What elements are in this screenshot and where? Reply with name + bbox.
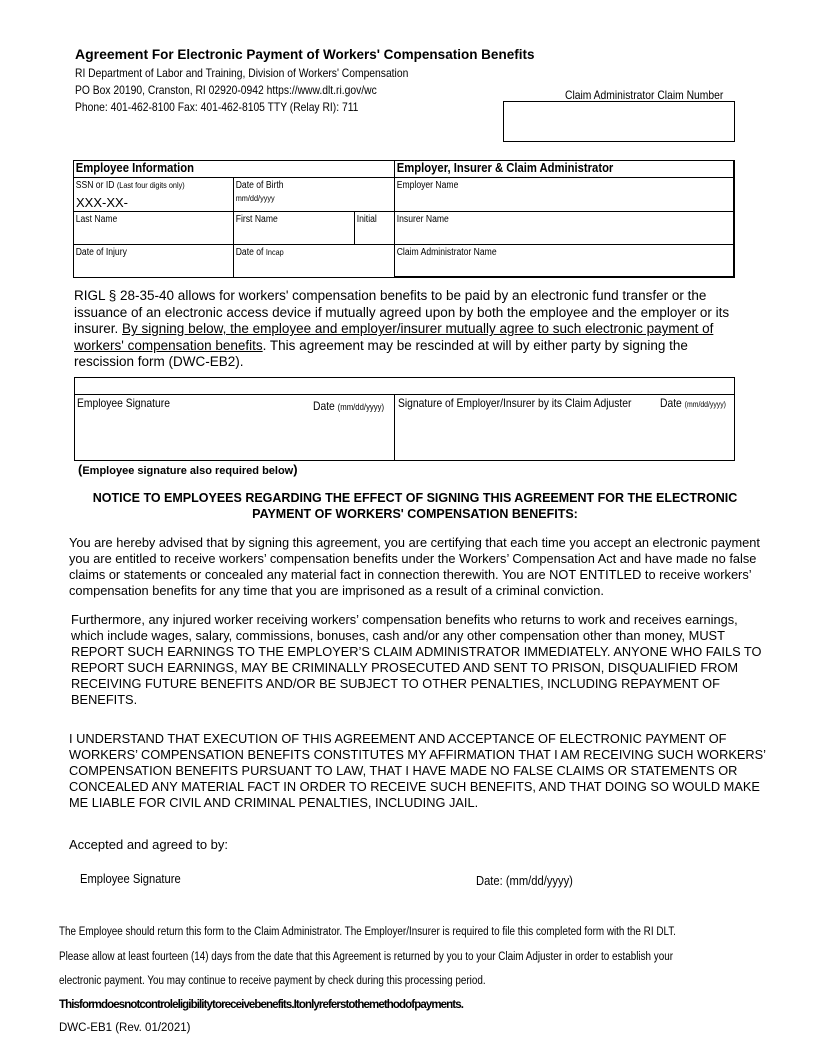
form-title-rest: For Electronic Payment of Workers' Compensation Benefits <box>151 47 535 62</box>
notice-paragraph-2: Furthermore, any injured worker receiving workers’ compensation benefits who returns to work and receives earnings, which include wages, salary, commissions, bonuses, cash and/or any other compensation other than money, MUST REPORT SUCH EARNINGS TO THE EMPLOYER’S CLAIM ADMINISTRATOR IMMEDIATELY. ANYONE WHO FAILS TO REPORT SUCH EARNINGS, MAY BE CRIMINALLY PROSECUTED AND SENT TO PRISON, DISQUALIFIED FROM RECEIVING FUTURE BENEFITS AND/OR BE SUBJECT TO OTHER PENALTIES, INCLUDING REPAYMENT OF BENEFITS. <box>71 612 762 707</box>
department-line: RI Department of Labor and Training, Division of Workers' Compensation <box>75 66 409 80</box>
ssn-label: SSN or ID (Last four digits only) <box>75 180 185 191</box>
notice-heading: NOTICE TO EMPLOYEES REGARDING THE EFFECT OF SIGNING THIS AGREEMENT FOR THE ELECTRONIC PAYMENT OF WORKERS' COMPENSATION BENEFITS: <box>92 491 738 521</box>
date-of-incap-label: Date of Incap <box>235 247 284 258</box>
employer-name-field[interactable] <box>394 177 735 212</box>
form-id: DWC-EB1 (Rev. 01/2021) <box>59 1022 191 1034</box>
address-line: PO Box 20190, Cranston, RI 02920-0942 https://www.dlt.ri.gov/wc <box>75 83 377 97</box>
employee-signature-label: Employee Signature <box>77 396 170 410</box>
footer-line-3: electronic payment. You may continue to receive payment by check during this processing period. <box>59 975 486 987</box>
employer-signature-box[interactable] <box>394 394 735 461</box>
employer-signature-label: Signature of Employer/Insurer by its Claim Adjuster <box>398 396 632 410</box>
form-title-lead: Agreement <box>75 46 149 62</box>
dob-field[interactable] <box>233 177 395 212</box>
footer-line-1: The Employee should return this form to the Claim Administrator. The Employer/Insurer is required to file this completed form with the RI DLT. <box>59 926 676 938</box>
insurer-name-label: Insurer Name <box>396 214 449 225</box>
ssn-value: XXX-XX- <box>76 195 129 210</box>
dob-label: Date of Birth <box>235 180 284 191</box>
date-of-injury-label: Date of Injury <box>75 247 127 258</box>
ssn-field[interactable] <box>73 177 234 212</box>
employee-info-header: Employee Information <box>75 161 194 175</box>
claim-admin-name-field[interactable] <box>394 244 735 278</box>
date-of-injury-field[interactable] <box>73 244 234 278</box>
insurer-name-field[interactable] <box>394 211 735 245</box>
first-name-field[interactable] <box>233 211 355 245</box>
initial-field[interactable] <box>354 211 395 245</box>
footer-bold-line: Thisformdoesnotcontroleligibilitytoreceivebenefits.Itonlyreferstothemethodofpayments. <box>59 999 464 1011</box>
phone-line: Phone: 401-462-8100 Fax: 401-462-8105 TTY (Relay RI): 711 <box>75 100 359 114</box>
employer-info-header-cell <box>394 160 735 178</box>
claim-admin-name-label: Claim Administrator Name <box>396 247 497 258</box>
notice-paragraph-3: I UNDERSTAND THAT EXECUTION OF THIS AGREEMENT AND ACCEPTANCE OF ELECTRONIC PAYMENT OF WORKERS’ COMPENSATION BENEFITS CONSTITUTES MY AFFIRMATION THAT I AM RECEIVING SUCH WORKERS’ COMPENSATION BENEFITS PURSUANT TO LAW, THAT I HAVE MADE NO FALSE CLAIMS OR STATEMENTS OR CONCEALED ANY MATERIAL FACT IN ORDER TO RECEIVE SUCH BENEFITS, AND THAT DOING SO WOULD MAKE ME LIABLE FOR CIVIL AND CRIMINAL PENALTIES, INCLUDING JAIL. <box>69 731 766 810</box>
employer-info-header: Employer, Insurer & Claim Administrator <box>396 161 614 175</box>
final-date-label[interactable]: Date: (mm/dd/yyyy) <box>476 873 573 888</box>
footer-line-2: Please allow at least fourteen (14) days from the date that this Agreement is returned by you to your Claim Adjuster in order to establish your <box>59 951 674 963</box>
claim-number-label: Claim Administrator Claim Number <box>565 88 724 102</box>
dob-format: mm/dd/yyyy <box>235 193 275 203</box>
employee-date-label: Date (mm/dd/yyyy) <box>313 399 385 413</box>
rigl-underlined: By signing below, the employee and employer/insurer mutually agree to such electronic payment of workers' compensation benefits <box>74 321 714 353</box>
final-employee-signature-label[interactable]: Employee Signature <box>80 871 181 886</box>
employer-date-label: Date (mm/dd/yyyy) <box>660 396 726 410</box>
signature-table-top-row <box>74 377 735 395</box>
employee-info-header-cell <box>73 160 395 178</box>
form-title <box>75 46 534 62</box>
rigl-paragraph: RIGL § 28-35-40 allows for workers' compensation benefits to be paid by an electronic fund transfer or the issuance of an electronic access device if mutually agreed upon by both the employee and the employer or its insurer. By signing below, the employee and employer/insurer mutually agree to such electronic payment of workers' compensation benefits. This agreement may be rescinded at will by either party by signing the rescission form (DWC-EB2). <box>74 288 730 369</box>
claim-number-field[interactable] <box>503 101 735 142</box>
notice-paragraph-1: You are hereby advised that by signing this agreement, you are certifying that each time you accept an electronic payment you are entitled to receive workers’ compensation benefits under the Workers’ Compensation Act and have made no false claims or statements or concealed any material fact in connection therewith. You are NOT ENTITLED to receive workers’ compensation benefits for any time that you are imprisoned as a result of a criminal conviction. <box>69 535 760 598</box>
first-name-label: First Name <box>235 214 278 225</box>
employee-signature-box[interactable] <box>74 394 395 461</box>
employer-name-label: Employer Name <box>396 180 459 191</box>
last-name-field[interactable] <box>73 211 234 245</box>
date-of-incap-field[interactable] <box>233 244 395 278</box>
accepted-label: Accepted and agreed to by: <box>69 837 229 852</box>
initial-label: Initial <box>356 214 377 225</box>
last-name-label: Last Name <box>75 214 118 225</box>
signature-note: (Employee signature also required below) <box>78 462 298 477</box>
